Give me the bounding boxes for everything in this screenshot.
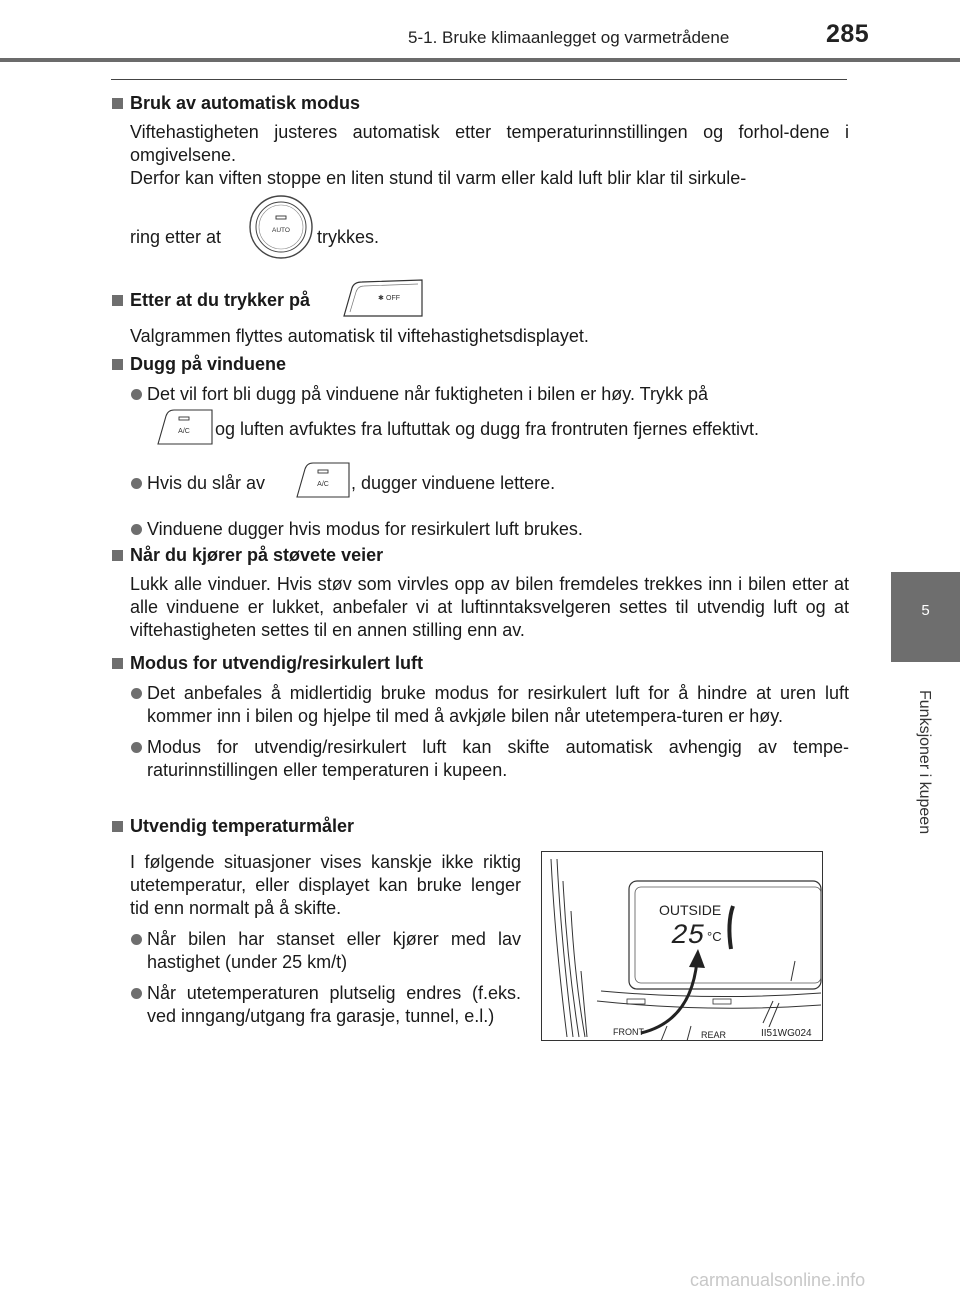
list-item-text: og luften avfuktes fra luftuttak og dugg fra frontruten fjernes effektivt. xyxy=(215,419,759,439)
svg-text:25: 25 xyxy=(671,921,705,952)
svg-text:°C: °C xyxy=(707,929,722,944)
list-item: Det anbefales å midlertidig bruke modus for resirkulert luft for å hindre at uren luft kommer inn i bilen og hjelpe til med å avkjøle bilen når utetempera-turen er høy. xyxy=(111,682,849,728)
outside-temperature-figure xyxy=(541,851,823,1041)
list-item: Vinduene dugger hvis modus for resirkulert luft brukes. xyxy=(111,518,849,541)
svg-text:FRONT: FRONT xyxy=(613,1027,644,1037)
paragraph-with-button xyxy=(111,190,849,266)
paragraph-text: trykkes. xyxy=(317,227,380,247)
paragraph: Valgrammen flyttes automatisk til viftehastighetsdisplayet. xyxy=(130,326,589,346)
paragraph: Lukk alle vinduer. Hvis støv som virvles opp av bilen fremdeles trekkes inn i bilen etter at alle vinduene er lukket, anbefaler vi at luftinntaksvelgeren settes til utvendig luft og at viftehastigheten settes til en annen stilling enn av. xyxy=(130,574,849,640)
section-automatic-mode xyxy=(111,92,849,266)
svg-text:II51WG024: II51WG024 xyxy=(761,1028,812,1039)
section-title: Etter at du trykker på xyxy=(111,289,310,312)
round-bullet-icon xyxy=(131,524,142,535)
page-number: 285 xyxy=(826,20,870,48)
section-outside-temp xyxy=(111,815,521,1028)
square-bullet-icon xyxy=(112,295,123,306)
section-after-press xyxy=(111,282,849,348)
svg-text:REAR: REAR xyxy=(701,1030,727,1040)
list-item: Når utetemperaturen plutselig endres (f.eks. ved inngang/utgang fra garasje, tunnel, e.l.) xyxy=(111,982,521,1028)
round-bullet-icon xyxy=(131,389,142,400)
square-bullet-icon xyxy=(112,359,123,370)
off-button-icon xyxy=(340,278,424,318)
svg-text:✱: ✱ xyxy=(378,295,384,302)
svg-text:OUTSIDE: OUTSIDE xyxy=(659,902,722,918)
section-title: Når du kjører på støvete veier xyxy=(111,544,849,567)
ac-button-icon xyxy=(295,461,351,499)
svg-text:A/C: A/C xyxy=(178,428,190,435)
section-dusty-roads xyxy=(111,544,849,642)
section-fog xyxy=(111,353,849,541)
list-item: Det vil fort bli dugg på vinduene når fuktigheten i bilen er høy. Trykk på xyxy=(111,383,849,406)
list-item-continuation xyxy=(111,408,849,450)
paragraph: Derfor kan viften stoppe en liten stund til varm eller kald luft blir klar til sirkule- xyxy=(130,168,747,188)
round-bullet-icon xyxy=(131,934,142,945)
header-rule xyxy=(0,58,960,62)
page-header xyxy=(0,0,960,60)
square-bullet-icon xyxy=(112,550,123,561)
svg-text:OFF: OFF xyxy=(386,295,400,302)
paragraph-text: ring etter at xyxy=(130,227,222,247)
round-bullet-icon xyxy=(131,688,142,699)
content-rule xyxy=(111,79,847,80)
chapter-title: 5-1. Bruke klimaanlegget og varmetrådene xyxy=(408,28,730,47)
chapter-tab-number: 5 xyxy=(921,602,930,619)
ac-button-icon xyxy=(156,408,214,446)
list-item: Når bilen har stanset eller kjører med lav hastighet (under 25 km/t) xyxy=(111,928,521,974)
section-title: Modus for utvendig/resirkulert luft xyxy=(111,652,849,675)
auto-button-icon xyxy=(248,194,314,260)
section-air-mode xyxy=(111,652,849,782)
list-item xyxy=(111,458,849,502)
list-item-text: , dugger vinduene lettere. xyxy=(351,473,556,493)
chapter-tab xyxy=(891,572,960,662)
section-title-row xyxy=(111,282,849,322)
section-title: Bruk av automatisk modus xyxy=(111,92,849,115)
chapter-tab-label: Funksjoner i kupeen xyxy=(916,690,933,835)
round-bullet-icon xyxy=(131,742,142,753)
list-item-text: Hvis du slår av xyxy=(147,473,266,493)
paragraph: I følgende situasjoner vises kanskje ikke riktig utetemperatur, eller displayet kan bruke lenger tid enn normalt på å skifte. xyxy=(130,852,521,918)
square-bullet-icon xyxy=(112,821,123,832)
round-bullet-icon xyxy=(131,988,142,999)
section-title: Dugg på vinduene xyxy=(111,353,849,376)
svg-text:AUTO: AUTO xyxy=(272,227,290,234)
round-bullet-icon xyxy=(131,478,142,489)
square-bullet-icon xyxy=(112,98,123,109)
paragraph: Viftehastigheten justeres automatisk etter temperaturinnstillingen og forhol-dene i omgivelsene. xyxy=(130,122,849,165)
square-bullet-icon xyxy=(112,658,123,669)
watermark: carmanualsonline.info xyxy=(690,1270,866,1290)
svg-text:A/C: A/C xyxy=(317,481,329,488)
list-item: Modus for utvendig/resirkulert luft kan skifte automatisk avhengig av tempe-raturinnstillingen eller temperaturen i kupeen. xyxy=(111,736,849,782)
section-title: Utvendig temperaturmåler xyxy=(111,815,521,838)
